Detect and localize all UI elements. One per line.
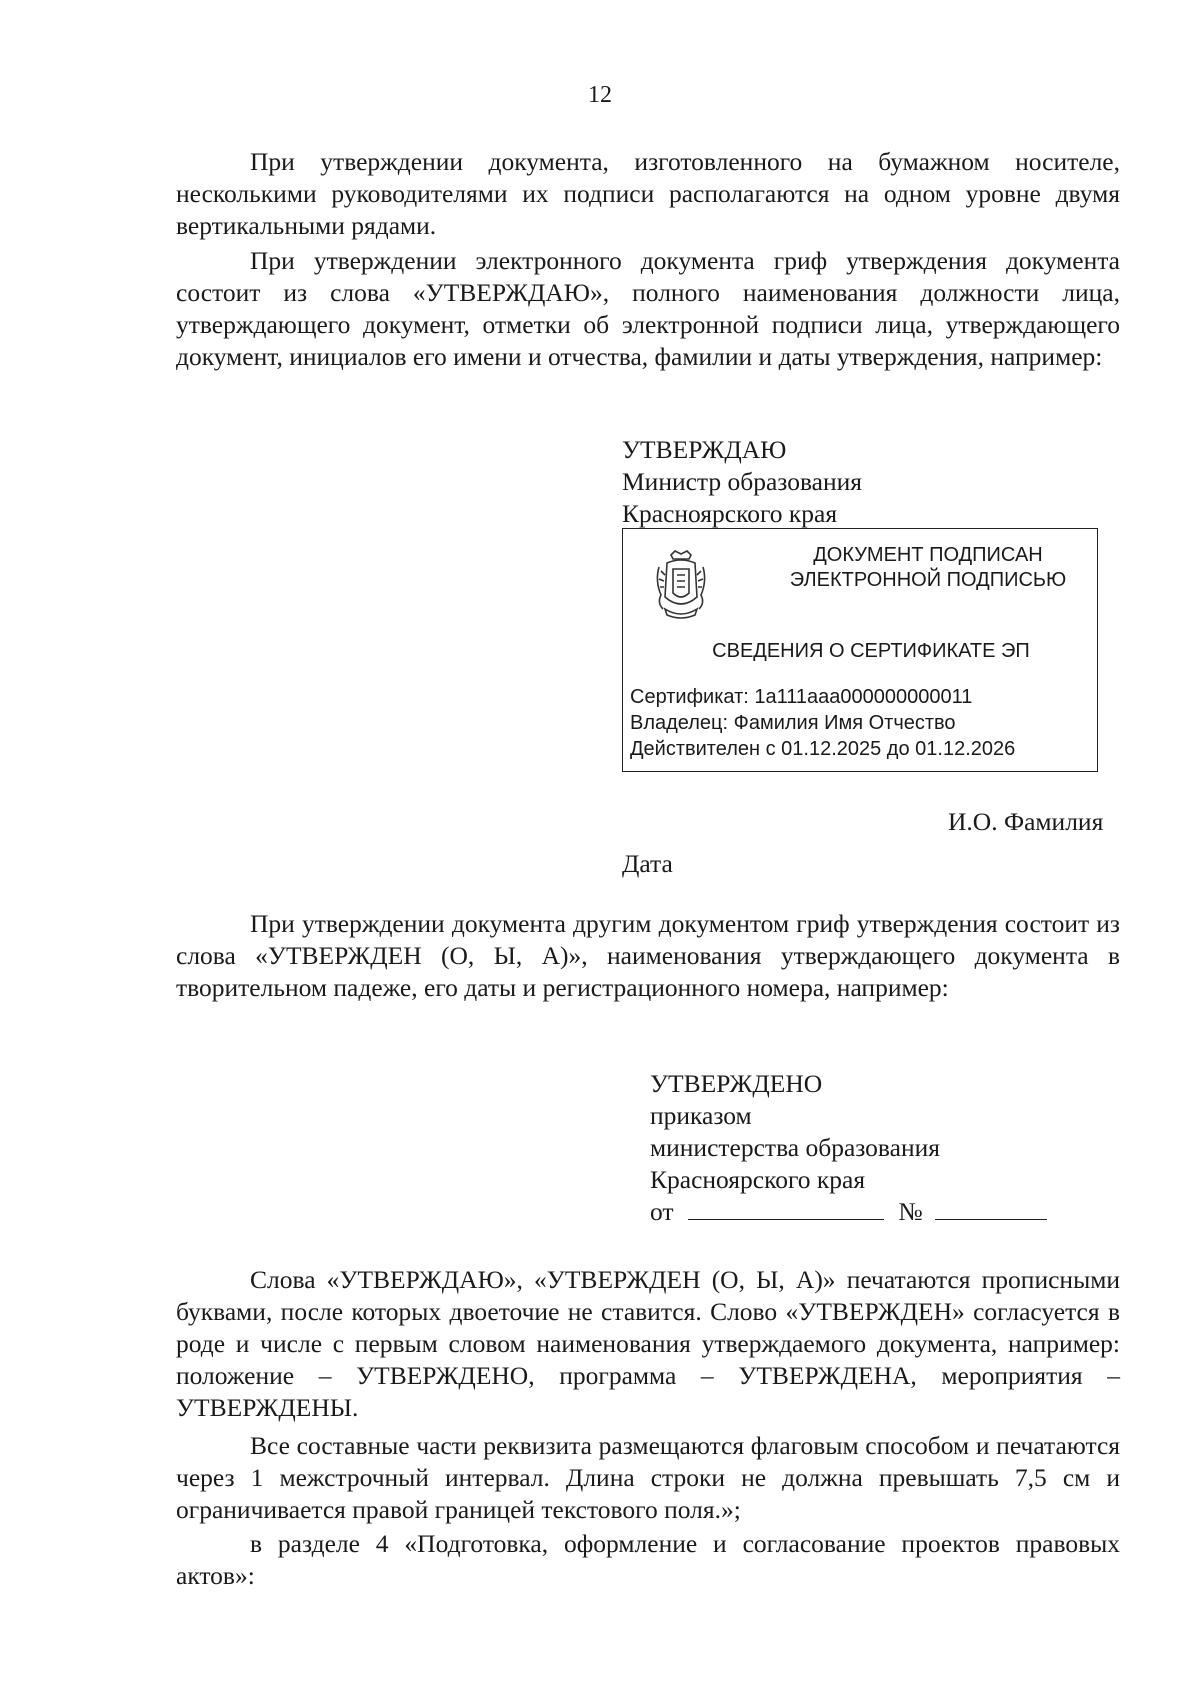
- number-label: №: [898, 1197, 923, 1226]
- electronic-signature-stamp: [622, 528, 1098, 772]
- stamp-header-line2: ЭЛЕКТРОННОЙ ПОДПИСЬЮ: [789, 569, 1067, 591]
- certificate-number: Сертификат: 1a111aaa000000000011: [630, 686, 973, 708]
- date-blank: [688, 1197, 884, 1220]
- coat-of-arms-icon: [653, 549, 709, 621]
- paragraph-electronic-approval: При утверждении электронного документа гриф утверждения документа состоит из слова «УТВЕРЖДАЮ», полного наименования должности лица, утверждающего документ, отметки об электронной подписи лица, утверждающего документ, инициалов его имени и отчества, фамилии и даты утверждения, например:: [176, 246, 1120, 371]
- signer-name: И.О. Фамилия: [948, 807, 1104, 836]
- certificate-validity: Действителен с 01.12.2025 до 01.12.2026: [630, 738, 1016, 760]
- paragraph-document-approval: При утверждении документа другим документом гриф утверждения состоит из слова «УТВЕРЖДЕН (О, Ы, А)», наименования утверждающего документа в творительном падеже, его даты и регистрационного номера, например:: [176, 909, 1120, 1002]
- approved-date-number-line: [650, 1196, 1047, 1228]
- approval-stamp-block: [622, 434, 862, 530]
- page-number: 12: [588, 82, 612, 108]
- approval-position: Министр образования: [622, 467, 863, 496]
- certificate-details: [630, 684, 1015, 762]
- approved-by-order: приказом: [650, 1101, 752, 1130]
- stamp-header-line1: ДОКУМЕНТ ПОДПИСАН: [813, 544, 1043, 566]
- paragraph-capital-letters-rule: Слова «УТВЕРЖДАЮ», «УТВЕРЖДЕН (О, Ы, А)» печатаются прописными буквами, после которых двоеточие не ставится. Слово «УТВЕРЖДЕН» согласуется в роде и числе с первым словом наименования утверждаемого документа, например: положение – УТВЕРЖДЕНО, программа – УТВЕРЖДЕНА, мероприятия – УТВЕРЖДЕНЫ.: [176, 1265, 1120, 1422]
- certificate-owner: Владелец: Фамилия Имя Отчество: [630, 712, 956, 734]
- approved-ministry: министерства образования: [650, 1133, 940, 1162]
- approved-region: Красноярского края: [650, 1165, 866, 1194]
- number-blank: [935, 1197, 1047, 1220]
- approved-word: УТВЕРЖДЕНО: [650, 1069, 823, 1098]
- approved-stamp-block: [650, 1068, 1047, 1228]
- approval-date-label: Дата: [622, 849, 673, 878]
- from-label: от: [650, 1197, 674, 1226]
- certificate-info-heading: СВЕДЕНИЯ О СЕРТИФИКАТЕ ЭП: [712, 640, 1030, 662]
- paragraph-paper-approval: При утверждении документа, изготовленного на бумажном носителе, несколькими руководителями их подписи располагаются на одном уровне двумя вертикальными рядами.: [176, 147, 1120, 240]
- approval-region: Красноярского края: [622, 499, 838, 528]
- paragraph-flag-layout-rule: Все составные части реквизита размещаются флаговым способом и печатаются через 1 межстрочный интервал. Длина строки не должна превышать 7,5 см и ограничивается правой границей текстового поля.»;: [176, 1431, 1120, 1524]
- stamp-header: [783, 543, 1073, 593]
- approval-word: УТВЕРЖДАЮ: [622, 435, 787, 464]
- paragraph-section-4: в разделе 4 «Подготовка, оформление и согласование проектов правовых актов»:: [176, 1529, 1120, 1590]
